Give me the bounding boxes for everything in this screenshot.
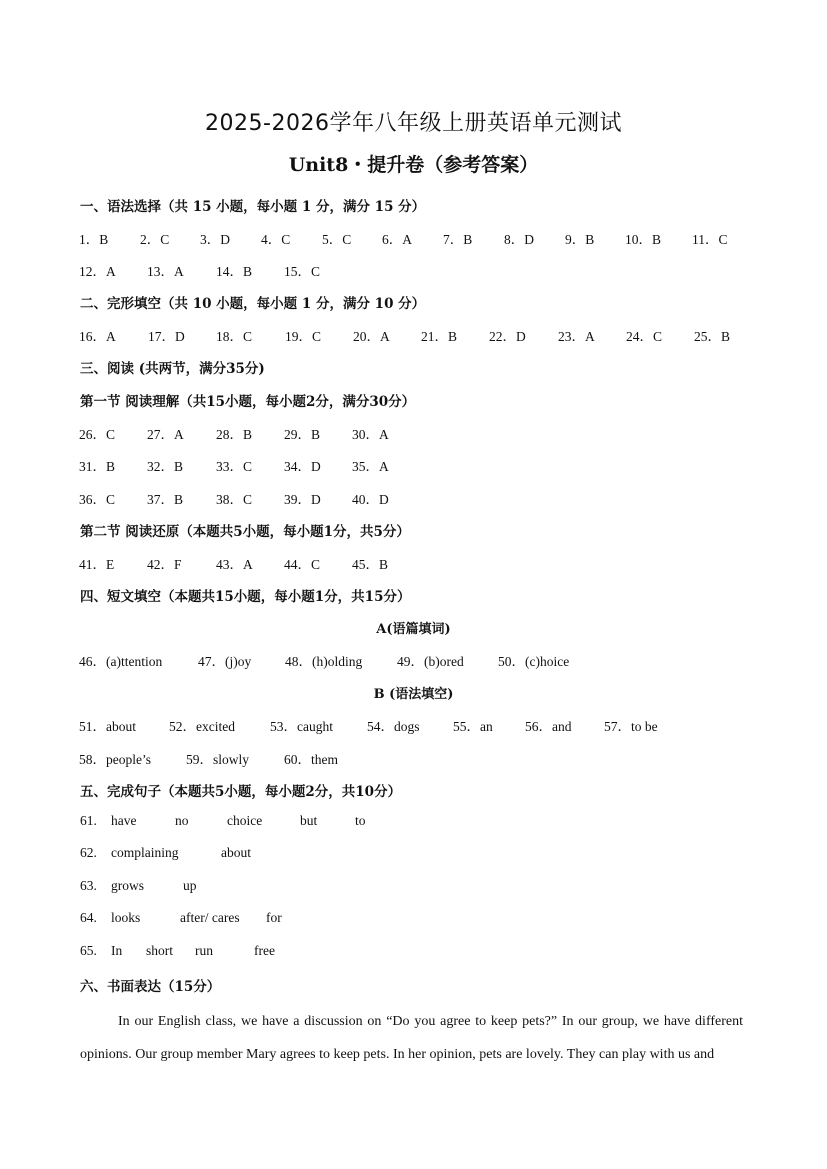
answer-word: after/ cares	[180, 910, 240, 925]
answer-item: 60．them	[284, 752, 338, 767]
section-1-heading: 一、语法选择（共 15 小题，每小题 1 分，满分 15 分）	[80, 199, 426, 215]
answer-word: choice	[227, 813, 263, 828]
answer-item: 53．caught	[270, 719, 333, 734]
document-subtitle: Unit8・提升卷（参考答案）	[288, 154, 539, 176]
answer-item: 54．dogs	[367, 719, 420, 734]
section-2-heading: 二、完形填空（共 10 小题，每小题 1 分，满分 10 分）	[80, 296, 426, 312]
answer-item: 33．C	[216, 459, 253, 474]
answer-item: 46．(a)ttention	[79, 654, 163, 669]
answer-item: 7．B	[443, 232, 473, 247]
answer-item: 42．F	[147, 557, 182, 572]
section-3-heading: 三、阅读 (共两节，满分35分)	[80, 361, 265, 377]
answer-item: 44．C	[284, 557, 321, 572]
answer-item: 20．A	[353, 329, 390, 344]
answer-item: 43．A	[216, 557, 253, 572]
answer-word: up	[183, 878, 197, 893]
answer-item: 35．A	[352, 459, 389, 474]
answer-item: 26．C	[79, 427, 116, 442]
answer-item: 40．D	[352, 492, 389, 507]
question-number: 61.	[80, 813, 97, 828]
answer-word: looks	[111, 910, 141, 925]
answer-item: 51．about	[79, 719, 136, 734]
answer-item: 25．B	[694, 329, 731, 344]
answer-item: 27．A	[147, 427, 184, 442]
answer-item: 37．B	[147, 492, 184, 507]
answer-item: 8．D	[504, 232, 534, 247]
answer-item: 50．(c)hoice	[498, 654, 570, 669]
answer-item: 10．B	[625, 232, 662, 247]
answer-item: 55．an	[453, 719, 493, 734]
answer-item: 16．A	[79, 329, 116, 344]
question-number: 65.	[80, 943, 97, 958]
answer-item: 59．slowly	[186, 752, 250, 767]
answer-item: 31．B	[79, 459, 116, 474]
answer-item: 13．A	[147, 264, 184, 279]
answer-item: 1．B	[79, 232, 109, 247]
question-number: 62.	[80, 845, 97, 860]
answer-item: 11．C	[692, 232, 728, 247]
answer-item: 57．to be	[604, 719, 658, 734]
answer-word: In	[111, 943, 123, 958]
answer-item: 32．B	[147, 459, 184, 474]
question-number: 64.	[80, 910, 97, 925]
answer-word: free	[254, 943, 275, 958]
sample-essay: In our English class, we have a discussion on “Do you agree to keep pets?” In our group, we have different opinions. Our group member Mary agrees to keep pets. In her opinion, pets are lovely. They can play with us and	[80, 1014, 743, 1062]
answer-item: 29．B	[284, 427, 321, 442]
section-6-heading: 六、书面表达（15分）	[80, 979, 221, 995]
answer-item: 21．B	[421, 329, 458, 344]
answer-word: have	[111, 813, 137, 828]
answer-word: no	[175, 813, 189, 828]
answer-item: 18．C	[216, 329, 253, 344]
answer-item: 2．C	[140, 232, 170, 247]
answer-item: 12．A	[79, 264, 116, 279]
section-5-heading: 五、完成句子（本题共5小题，每小题2分，共10分）	[80, 784, 402, 800]
answer-item: 47．(j)oy	[198, 654, 252, 669]
answer-word: about	[221, 845, 251, 860]
section-3-part-1-heading: 第一节 阅读理解（共15小题，每小题2分，满分30分）	[80, 394, 416, 410]
answer-word: to	[355, 813, 366, 828]
answer-item: 58．people’s	[79, 752, 151, 767]
answer-item: 19．C	[285, 329, 322, 344]
answer-item: 9．B	[565, 232, 595, 247]
answer-item: 24．C	[626, 329, 663, 344]
answer-item: 28．B	[216, 427, 253, 442]
answer-item: 41．E	[79, 557, 115, 572]
answer-item: 39．D	[284, 492, 321, 507]
answer-item: 49．(b)ored	[397, 654, 464, 669]
answer-item: 22．D	[489, 329, 526, 344]
answer-item: 36．C	[79, 492, 116, 507]
answer-item: 30．A	[352, 427, 389, 442]
answer-item: 4．C	[261, 232, 291, 247]
answer-word: grows	[111, 878, 144, 893]
section-4-sub-b: B (语法填空)	[373, 687, 454, 702]
answer-item: 15．C	[284, 264, 321, 279]
answer-item: 5．C	[322, 232, 352, 247]
answer-item: 45．B	[352, 557, 389, 572]
answer-word: for	[266, 910, 282, 925]
answer-item: 17．D	[148, 329, 185, 344]
answer-item: 14．B	[216, 264, 253, 279]
section-4-heading: 四、短文填空（本题共15小题，每小题1分，共15分）	[80, 589, 411, 605]
answer-item: 48．(h)olding	[285, 654, 363, 669]
answer-item: 38．C	[216, 492, 253, 507]
answer-item: 56．and	[525, 719, 572, 734]
section-3-part-2-heading: 第二节 阅读还原（本题共5小题，每小题1分，共5分）	[80, 524, 410, 540]
answer-word: short	[146, 943, 173, 958]
question-number: 63.	[80, 878, 97, 893]
answer-word: but	[300, 813, 318, 828]
document-title: 2025-2026学年八年级上册英语单元测试	[205, 111, 622, 136]
answer-item: 23．A	[558, 329, 595, 344]
section-4-sub-a: A(语篇填词)	[376, 622, 451, 637]
answer-word: complaining	[111, 845, 179, 860]
answer-item: 34．D	[284, 459, 321, 474]
answer-item: 6．A	[382, 232, 412, 247]
answer-item: 3．D	[200, 232, 230, 247]
answer-item: 52．excited	[169, 719, 235, 734]
answer-word: run	[195, 943, 213, 958]
